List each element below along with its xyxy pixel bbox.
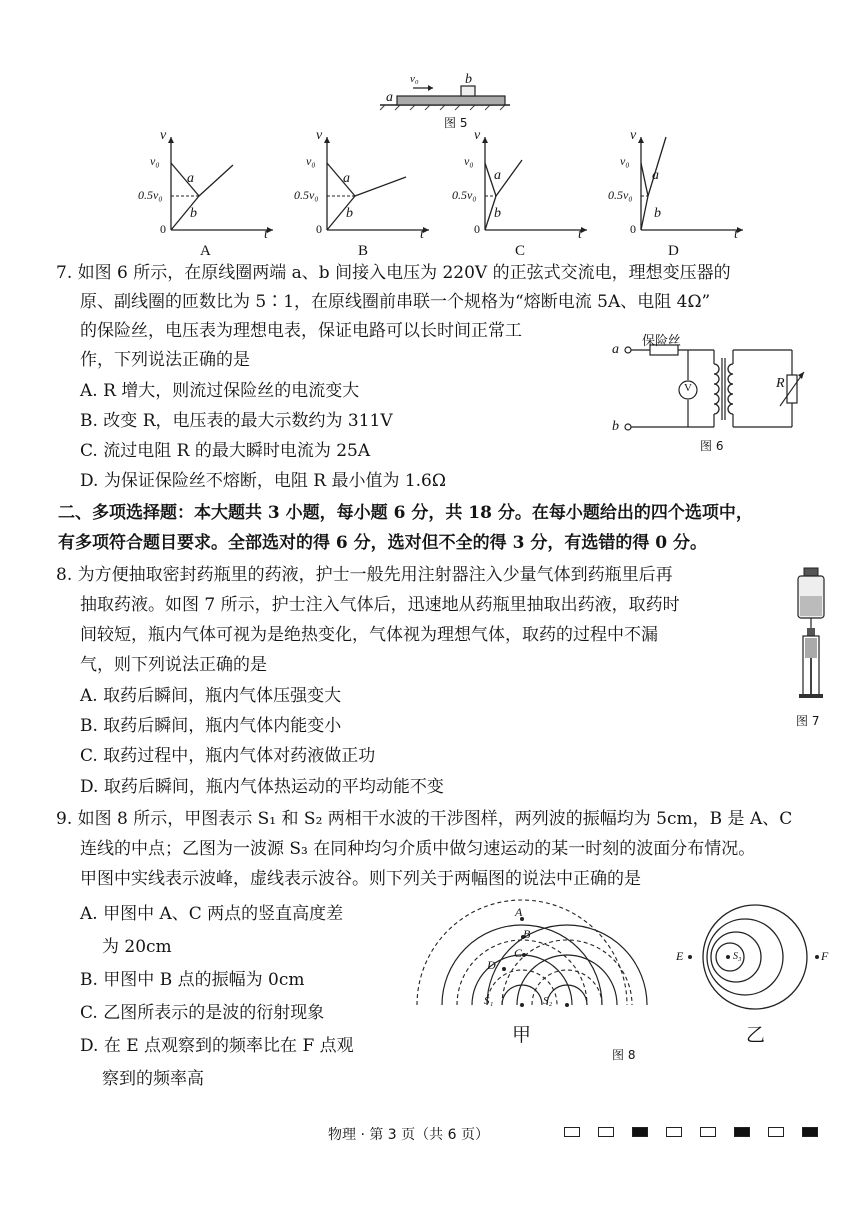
q9-option-a[interactable]: A. 甲图中 A、C 两点的竖直高度差 [80,904,344,924]
option-label-c: C [515,243,526,259]
graph-d-origin: 0 [630,222,636,236]
fig6-caption: 图 6 [700,439,724,453]
q9-option-d-cont: 察到的频率高 [102,1069,204,1089]
q9-option-b[interactable]: B. 甲图中 B 点的振幅为 0cm [80,970,305,990]
graph-a-v0: v₀ [150,154,160,168]
figure-5-drawing [375,72,515,112]
fig5-a-label: a [386,90,393,105]
graph-a-b: b [190,206,197,221]
fig8-point-b: B [523,927,531,941]
q8-stem-line-2: 抽取药液。如图 7 所示，护士注入气体后，迅速地从药瓶里抽取出药液，取药时 [80,595,680,615]
graph-b-t: t [420,227,424,242]
q8-stem-line-1: 8. 为方便抽取密封药瓶里的药液，护士一般先用注射器注入少量气体到药瓶里后再 [56,565,673,585]
graph-b-b: b [346,206,353,221]
fig5-b-label: b [465,72,472,87]
footer-mark-6 [768,1127,784,1137]
footer-mark-3 [666,1127,682,1137]
graph-b [324,135,434,235]
q9-option-c[interactable]: C. 乙图所表示的是波的衍射现象 [80,1003,325,1023]
graph-a-t: t [264,227,268,242]
fig6-voltmeter-label: V [684,382,692,394]
q7-stem-line-3: 的保险丝，电压表为理想电表，保证电路可以长时间正常工 [80,321,522,341]
graph-d-b: b [654,206,661,221]
graph-d-v0: v₀ [620,154,630,168]
q8-stem-line-4: 气，则下列说法正确的是 [80,655,267,675]
graph-c-origin: 0 [474,222,480,236]
q9-option-a-cont: 为 20cm [102,937,172,957]
graph-b-a: a [343,171,350,186]
graph-b-half: 0.5v₀ [294,188,319,202]
fig8-point-c: C [514,946,523,960]
graph-c-b: b [494,206,501,221]
graph-a [168,135,278,235]
fig6-terminal-b: b [612,419,619,434]
graph-d-half: 0.5v₀ [608,188,633,202]
footer-mark-1 [598,1127,614,1137]
fig8-caption: 图 8 [612,1048,636,1062]
graph-c-half: 0.5v₀ [452,188,477,202]
option-label-a: A [200,243,211,259]
graph-a-origin: 0 [160,222,166,236]
graph-c-a: a [494,168,501,183]
fig5-caption: 图 5 [444,116,468,130]
graph-a-a: a [187,171,194,186]
q7-stem-line-1: 7. 如图 6 所示，在原线圈两端 a、b 间接入电压为 220V 的正弦式交流电，理想变压器的 [56,263,731,283]
footer-mark-2 [632,1127,648,1137]
option-label-d: D [668,243,679,259]
fig6-terminal-a: a [612,342,619,357]
footer-mark-5 [734,1127,750,1137]
figure-8-doppler [690,905,820,1015]
section-2-line-1: 二、多项选择题：本大题共 3 小题，每小题 6 分，共 18 分。在每小题给出的四个选项中， [58,503,753,523]
q7-stem-line-4: 作，下列说法正确的是 [80,350,250,370]
fig8-source-s2: S₂ [543,995,553,1007]
fig6-resistor-label: R [776,376,785,391]
graph-a-half: 0.5v₀ [138,188,163,202]
graph-d-t: t [734,227,738,242]
q7-stem-line-2: 原、副线圈的匝数比为 5∶1，在原线圈前串联一个规格为“熔断电流 5A、电阻 4Ω” [80,292,711,312]
graph-b-origin: 0 [316,222,322,236]
option-label-b: B [358,243,369,259]
figure-8-interference [412,905,642,1015]
q8-option-b[interactable]: B. 取药后瞬间，瓶内气体内能变小 [80,716,342,736]
q9-stem-line-3: 甲图中实线表示波峰，虚线表示波谷。则下列关于两幅图的说法中正确的是 [80,869,641,889]
answer-sheet-marks [564,1127,824,1139]
fig8-left-label: 甲 [512,1025,532,1046]
fig8-point-e: E [676,949,684,963]
fig8-point-f: F [821,949,829,963]
graph-d-v: v [630,128,637,143]
graph-c-v: v [474,128,481,143]
graph-c-v0: v₀ [464,154,474,168]
q7-option-a[interactable]: A. R 增大，则流过保险丝的电流变大 [80,381,360,401]
fig5-v0-label: v₀ [410,73,419,85]
q8-option-a[interactable]: A. 取药后瞬间，瓶内气体压强变大 [80,686,342,706]
graph-c-t: t [578,227,582,242]
q7-option-d[interactable]: D. 为保证保险丝不熔断，电阻 R 最小值为 1.6Ω [80,471,446,491]
q7-option-c[interactable]: C. 流过电阻 R 的最大瞬时电流为 25A [80,441,371,461]
graph-b-v: v [316,128,323,143]
q9-option-d[interactable]: D. 在 E 点观察到的频率比在 F 点观 [80,1036,354,1056]
graph-a-v: v [160,128,167,143]
q7-option-b[interactable]: B. 改变 R，电压表的最大示数约为 311V [80,411,393,431]
section-2-line-2: 有多项符合题目要求。全部选对的得 6 分，选对但不全的得 3 分，有选错的得 0 分。 [58,533,707,553]
q8-option-d[interactable]: D. 取药后瞬间，瓶内气体热运动的平均动能不变 [80,777,444,797]
q9-stem-line-1: 9. 如图 8 所示，甲图表示 S₁ 和 S₂ 两相干水波的干涉图样，两列波的振幅均为 5cm，B 是 A、C [56,809,793,829]
q8-option-c[interactable]: C. 取药过程中，瓶内气体对药液做正功 [80,746,376,766]
footer-mark-0 [564,1127,580,1137]
fig8-source-s3: S₃ [733,951,742,962]
fig8-source-s1: S₁ [484,995,494,1007]
graph-b-v0: v₀ [306,154,316,168]
q8-stem-line-3: 间较短，瓶内气体可视为是绝热变化，气体视为理想气体，取药的过程中不漏 [80,625,658,645]
fig8-point-d: D [487,958,496,972]
footer-mark-7 [802,1127,818,1137]
fig8-point-a: A [515,905,523,919]
page-number: 物理 · 第 3 页（共 6 页） [328,1127,489,1143]
figure-7-syringe [792,566,832,711]
fig6-fuse-label: 保险丝 [642,334,682,349]
fig7-caption: 图 7 [796,714,820,728]
fig8-right-label: 乙 [746,1025,766,1046]
footer-mark-4 [700,1127,716,1137]
q9-stem-line-2: 连线的中点；乙图为一波源 S₃ 在同种均匀介质中做匀速运动的某一时刻的波面分布情况。 [80,839,756,859]
graph-d-a: a [652,168,659,183]
